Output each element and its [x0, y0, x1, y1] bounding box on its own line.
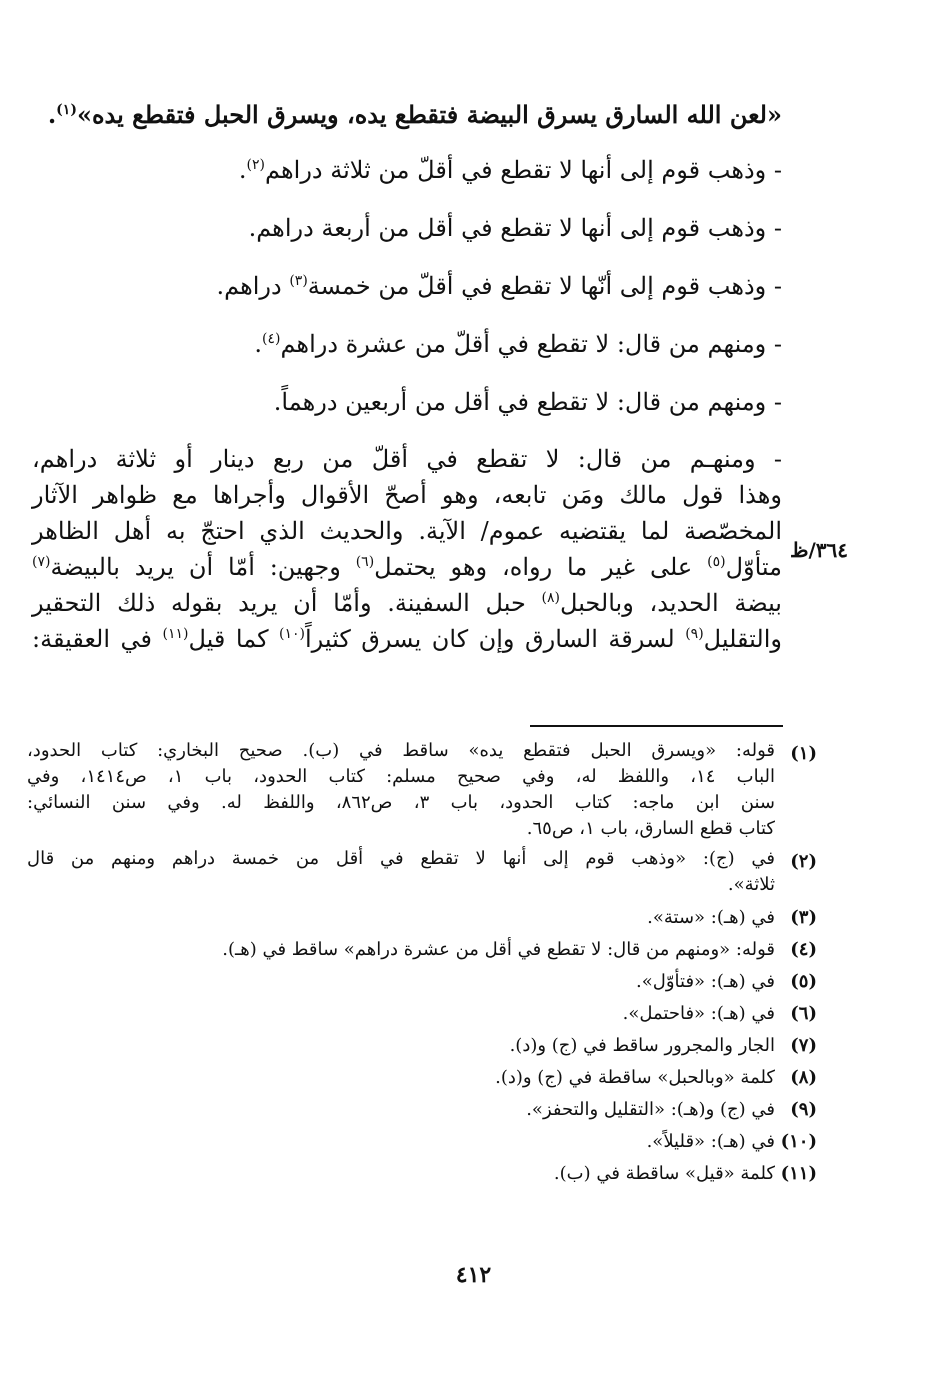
footnote-item	[27, 902, 817, 934]
text-run: والتقليل	[703, 625, 782, 653]
opinion-tail: دراهم.	[216, 272, 290, 300]
footnote-line: كلمة «وبالحبل» ساقطة في (ج) و(د).	[495, 1067, 775, 1088]
footnote-body	[27, 1094, 775, 1126]
opinion-text: - ومنهم من قال: لا تقطع في أقل من أربعين درهماً.	[273, 388, 782, 416]
footnote-line: في (هـ): «قليلاً».	[646, 1131, 775, 1152]
opinion-text: - ومنهم من قال: لا تقطع في أقلّ من عشرة دراهم	[280, 330, 782, 358]
body-paragraph	[32, 441, 782, 657]
hadith-text: «لعن الله السارق يسرق البيضة فتقطع يده، ويسرق الحبل فتقطع يده»	[76, 100, 782, 129]
footnote-line: في (ج) و(هـ): «التقليل والتحفز».	[526, 1099, 775, 1120]
opinion-line	[32, 257, 782, 315]
footnote-body	[27, 902, 775, 934]
footnote-line: الجار والمجرور ساقط في (ج) و(د).	[509, 1035, 775, 1056]
paragraph-line	[32, 549, 782, 585]
footnote-number: (١٠)	[780, 1131, 817, 1152]
text-run: حبل السفينة. وأمّا أن يريد بقوله ذلك التحقير	[32, 589, 542, 617]
paragraph-line	[32, 621, 782, 657]
footnote-body	[27, 846, 775, 898]
footnote-item	[27, 998, 817, 1030]
footnote-number: (٩)	[790, 1099, 817, 1120]
footnote-body	[27, 1062, 775, 1094]
footnote-number: (٧)	[790, 1035, 817, 1056]
footnote-ref: (٣)	[289, 273, 308, 289]
footnote-item	[27, 934, 817, 966]
opinion-text: - وذهب قوم إلى أنها لا تقطع في أقلّ من ثلاثة دراهم	[265, 156, 782, 184]
text-run: كما قيل	[188, 625, 279, 653]
footnote-body	[27, 998, 775, 1030]
opinion-line	[32, 373, 782, 431]
footnote-ref: (١٠)	[279, 626, 305, 642]
text-run: لسرقة السارق وإن كان يسرق كثيراً	[304, 625, 686, 653]
footnote-line: ثلاثة».	[727, 874, 775, 895]
footnote-ref: (٨)	[541, 590, 561, 606]
footnote-line: الباب ١٤، واللفظ له، وفي صحيح مسلم: كتاب الحدود، باب ١، ص١٤١٤، وفي	[27, 766, 775, 787]
opinion-text: - وذهب قوم إلى أنّها لا تقطع في أقلّ من خمسة	[307, 272, 782, 300]
footnote-number: (٦)	[790, 1003, 817, 1024]
footnote-item	[27, 1158, 817, 1190]
footnote-line: قوله: «ويسرق الحبل فتقطع يده» ساقط في (ب). صحيح البخاري: كتاب الحدود،	[27, 740, 775, 761]
footnote-body	[27, 1158, 775, 1190]
footnote-item	[27, 1030, 817, 1062]
footnote-number: (٢)	[790, 851, 817, 872]
hadith-end: .	[47, 100, 57, 129]
opinion-tail: .	[254, 330, 262, 358]
footnote-line: قوله: «ومنهم من قال: لا تقطع في أقل من عشرة دراهم» ساقط في (هـ).	[222, 939, 775, 960]
footnote-item	[27, 1126, 817, 1158]
opinion-line	[32, 199, 782, 257]
footnote-item	[27, 1094, 817, 1126]
footnote-ref: (٩)	[685, 626, 704, 642]
text-run: بيضة الحديد، وبالحبل	[560, 589, 782, 617]
text-run: في العقيقة:	[32, 625, 163, 653]
footnote-number: (١)	[790, 743, 817, 764]
footnote-body	[27, 1030, 775, 1062]
footnotes	[27, 738, 817, 1190]
footnote-divider	[530, 725, 783, 727]
opinion-line	[32, 141, 782, 199]
footnote-number: (١١)	[780, 1163, 817, 1184]
footnote-ref: (٤)	[261, 331, 281, 347]
footnote-line: سنن ابن ماجه: كتاب الحدود، باب ٣، ص٨٦٢، واللفظ له. وفي سنن النسائي:	[27, 792, 776, 813]
footnote-line: في (هـ): «فاحتمل».	[622, 1003, 775, 1024]
footnote-body	[27, 966, 775, 998]
opinion-line	[32, 315, 782, 373]
text-run: وجهين: أمّا أن يريد بالبيضة	[50, 553, 356, 581]
footnote-ref: (٢)	[246, 157, 266, 173]
opinion-text: - وذهب قوم إلى أنها لا تقطع في أقل من أربعة دراهم.	[248, 214, 782, 242]
footnote-ref: (١)	[56, 102, 77, 118]
footnote-item	[27, 1062, 817, 1094]
footnote-item	[27, 846, 817, 898]
footnote-item	[27, 738, 817, 842]
footnote-body	[27, 1126, 775, 1158]
opinion-tail: .	[238, 156, 247, 184]
footnote-line: في (هـ): «فتأوّل».	[636, 971, 775, 992]
paragraph-line: المخصّصة لما يقتضيه عموم/ الآية. والحديث الذي احتجّ به أهل الظاهر	[32, 517, 782, 545]
footnote-body	[27, 738, 775, 842]
footnote-ref: (٦)	[355, 554, 375, 570]
footnote-number: (٤)	[790, 939, 817, 960]
footnote-line: في (هـ): «ستة».	[647, 907, 775, 928]
footnote-line: في (ج): «وذهب قوم إلى أنها لا تقطع في أقل من خمسة دراهم ومنهم من قال	[27, 848, 775, 869]
footnote-ref: (٧)	[32, 554, 51, 570]
paragraph-line	[32, 585, 782, 621]
text-run: متأوّل	[725, 553, 783, 581]
footnote-item	[27, 966, 817, 998]
footnote-number: (٥)	[790, 971, 817, 992]
paragraph-line: - ومنهـم من قال: لا تقطع في أقلّ من ربع دينار أو ثلاثة دراهم،	[32, 445, 782, 473]
manuscript-folio-marker: ٣٦٤/ظ	[790, 538, 849, 562]
hadith-quote	[32, 95, 782, 135]
text-run: على غير ما رواه، وهو يحتمل	[374, 553, 708, 581]
footnote-ref: (١١)	[162, 626, 189, 642]
footnote-number: (٨)	[790, 1067, 817, 1088]
footnote-line: كلمة «قيل» ساقطة في (ب).	[553, 1163, 775, 1184]
main-text	[32, 95, 782, 657]
footnote-number: (٣)	[790, 907, 817, 928]
footnote-ref: (٥)	[707, 554, 726, 570]
paragraph-line: وهذا قول مالك ومَن تابعه، وهو أصحّ الأقوال وأجراها مع ظواهر الآثار	[32, 481, 782, 509]
footnote-body	[27, 934, 775, 966]
page-number: ٤١٢	[455, 1262, 492, 1288]
footnote-line: كتاب قطع السارق، باب ١، ص٦٥.	[526, 818, 775, 839]
